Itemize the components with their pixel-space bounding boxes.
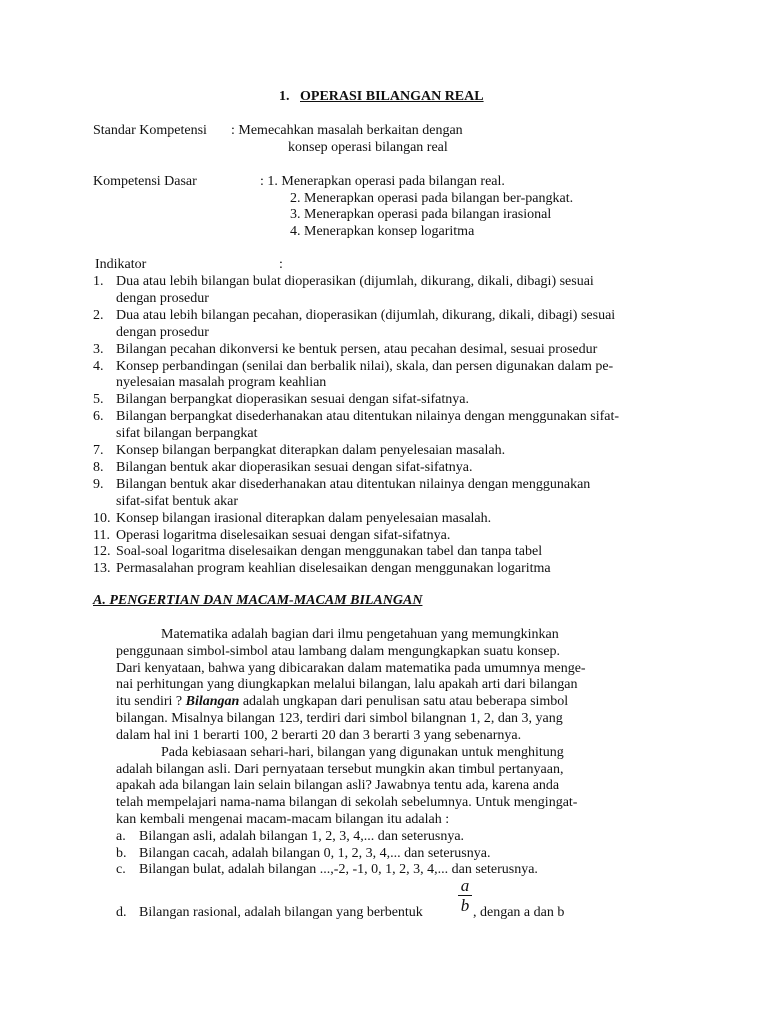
chapter-title [279, 88, 484, 105]
indikator-item-text: sifat-sifat bentuk akar [116, 493, 239, 509]
indikator-item-text: Bilangan berpangkat dioperasikan sesuai dengan sifat-sifatnya. [116, 392, 469, 408]
list-item: Bilangan cacah, adalah bilangan 0, 1, 2, 3, 4,... dan seterusnya. [139, 846, 491, 861]
indikator-number: 12. [93, 544, 111, 560]
indikator-number: 3. [93, 341, 104, 357]
kompetensi-item: : 1. Menerapkan operasi pada bilangan real. [260, 174, 505, 189]
indikator-number: 9. [93, 476, 104, 492]
kompetensi-item: 4. Menerapkan konsep logaritma [290, 224, 475, 239]
paragraph-line: dalam hal ini 1 berarti 100, 2 berarti 20 dan 3 berarti 3 yang sebenarnya. [116, 728, 522, 743]
indikator-item-text: Bilangan berpangkat disederhanakan atau ditentukan nilainya dengan menggunakan sifat- [116, 409, 620, 425]
indikator-item-text: Soal-soal logaritma diselesaikan dengan menggunakan tabel dan tanpa tabel [116, 544, 543, 560]
paragraph-line: apakah ada bilangan lain selain bilangan asli? Jawabnya tentu ada, karena anda [116, 778, 560, 793]
paragraph-line: bilangan. Misalnya bilangan 123, terdiri dari simbol bilangnan 1, 2, dan 3, yang [116, 711, 563, 726]
list-item: Bilangan rasional, adalah bilangan yang berbentuk [139, 905, 423, 920]
indikator-item-text: nyelesaian masalah program keahlian [116, 375, 327, 391]
indikator-item-text: Permasalahan program keahlian diselesaikan dengan menggunakan logaritma [116, 561, 551, 577]
indikator-number: 13. [93, 561, 111, 577]
paragraph-line: telah mempelajari nama-nama bilangan di sekolah sebelumnya. Untuk mengingat- [116, 795, 578, 810]
indikator-item-text: Bilangan pecahan dikonversi ke bentuk persen, atau pecahan desimal, sesuai prosedur [116, 341, 598, 357]
indikator-number: 11. [93, 527, 110, 543]
indikator-number: 4. [93, 358, 104, 374]
list-item: Bilangan asli, adalah bilangan 1, 2, 3, 4,... dan seterusnya. [139, 829, 465, 844]
list-letter: c. [116, 862, 126, 877]
indikator-item-text: Dua atau lebih bilangan pecahan, dioperasikan (dijumlah, dikurang, dikali, dibagi) sesuai [116, 307, 616, 323]
indikator-number: 1. [93, 274, 104, 289]
indikator-item-text: Konsep bilangan irasional diterapkan dalam penyelesaian masalah. [116, 510, 492, 526]
list-item-continuation: , dengan a dan b [473, 905, 565, 920]
paragraph-line: Dari kenyataan, bahwa yang dibicarakan dalam matematika pada umumnya menge- [116, 661, 586, 676]
paragraph-text: itu sendiri ? [116, 694, 186, 709]
indikator-item-text: Bilangan bentuk akar disederhanakan atau ditentukan nilainya dengan menggunakan [116, 476, 591, 492]
indikator-label: Indikator [95, 257, 147, 272]
paragraph-line: Pada kebiasaan sehari-hari, bilangan yang digunakan untuk menghitung [161, 745, 564, 760]
paragraph-line: kan kembali mengenai macam-macam bilangan itu adalah : [116, 812, 450, 827]
indikator-item-text: dengan prosedur [116, 290, 209, 306]
chapter-title-text: OPERASI BILANGAN REAL [300, 89, 484, 104]
paragraph-line: nai perhitungan yang diungkapkan melalui bilangan, lalu apakah arti dari bilangan [116, 677, 578, 692]
paragraph-line: adalah bilangan asli. Dari pernyataan tersebut mungkin akan timbul pertanyaan, [116, 762, 564, 777]
list-item: Bilangan bulat, adalah bilangan ...,-2, -1, 0, 1, 2, 3, 4,... dan seterusnya. [139, 862, 538, 877]
kompetensi-item: 2. Menerapkan operasi pada bilangan ber-pangkat. [290, 191, 574, 206]
indikator-item-text: Operasi logaritma diselesaikan sesuai dengan sifat-sifatnya. [116, 527, 451, 543]
fraction-a-over-b [458, 877, 472, 914]
indikator-number: 10. [93, 510, 111, 526]
section-heading: A. PENGERTIAN DAN MACAM-MACAM BILANGAN [93, 593, 423, 608]
standar-line-2: konsep operasi bilangan real [288, 140, 448, 155]
fraction-denominator: b [460, 896, 470, 915]
standar-line-1: : Memecahkan masalah berkaitan dengan [231, 123, 463, 138]
paragraph-text: adalah ungkapan dari penulisan satu atau beberapa simbol [239, 694, 569, 709]
fraction-numerator: a [460, 876, 470, 895]
list-letter: b. [116, 846, 127, 861]
indikator-number: 5. [93, 392, 104, 408]
standar-label: Standar Kompetensi [93, 123, 207, 138]
indikator-number: 7. [93, 443, 104, 458]
indikator-number: 8. [93, 459, 104, 475]
indikator-item-text: sifat bilangan berpangkat [116, 426, 258, 442]
indikator-item-text: Bilangan bentuk akar dioperasikan sesuai dengan sifat-sifatnya. [116, 459, 473, 475]
paragraph-line: penggunaan simbol-simbol atau lambang dalam mengungkapkan suatu konsep. [116, 644, 561, 659]
indikator-item-text: dengan prosedur [116, 324, 209, 340]
indikator-item-text: Konsep bilangan berpangkat diterapkan dalam penyelesaian masalah. [116, 443, 506, 458]
list-letter: d. [116, 905, 127, 920]
paragraph-line: Matematika adalah bagian dari ilmu pengetahuan yang memungkinkan [161, 627, 559, 642]
chapter-number: 1. [279, 89, 290, 104]
paragraph-line [116, 693, 568, 710]
indikator-item-text: Dua atau lebih bilangan bulat dioperasikan (dijumlah, dikurang, dikali, dibagi) sesuai [116, 274, 594, 289]
kompetensi-item: 3. Menerapkan operasi pada bilangan irasional [290, 207, 552, 222]
indikator-number: 2. [93, 307, 104, 323]
list-letter: a. [116, 829, 126, 844]
indikator-item-text: Konsep perbandingan (senilai dan berbalik nilai), skala, dan persen digunakan dalam pe- [116, 358, 614, 374]
term-bilangan: Bilangan [185, 694, 240, 709]
kompetensi-label: Kompetensi Dasar [93, 174, 197, 189]
indikator-colon: : [279, 257, 283, 272]
indikator-number: 6. [93, 409, 104, 425]
